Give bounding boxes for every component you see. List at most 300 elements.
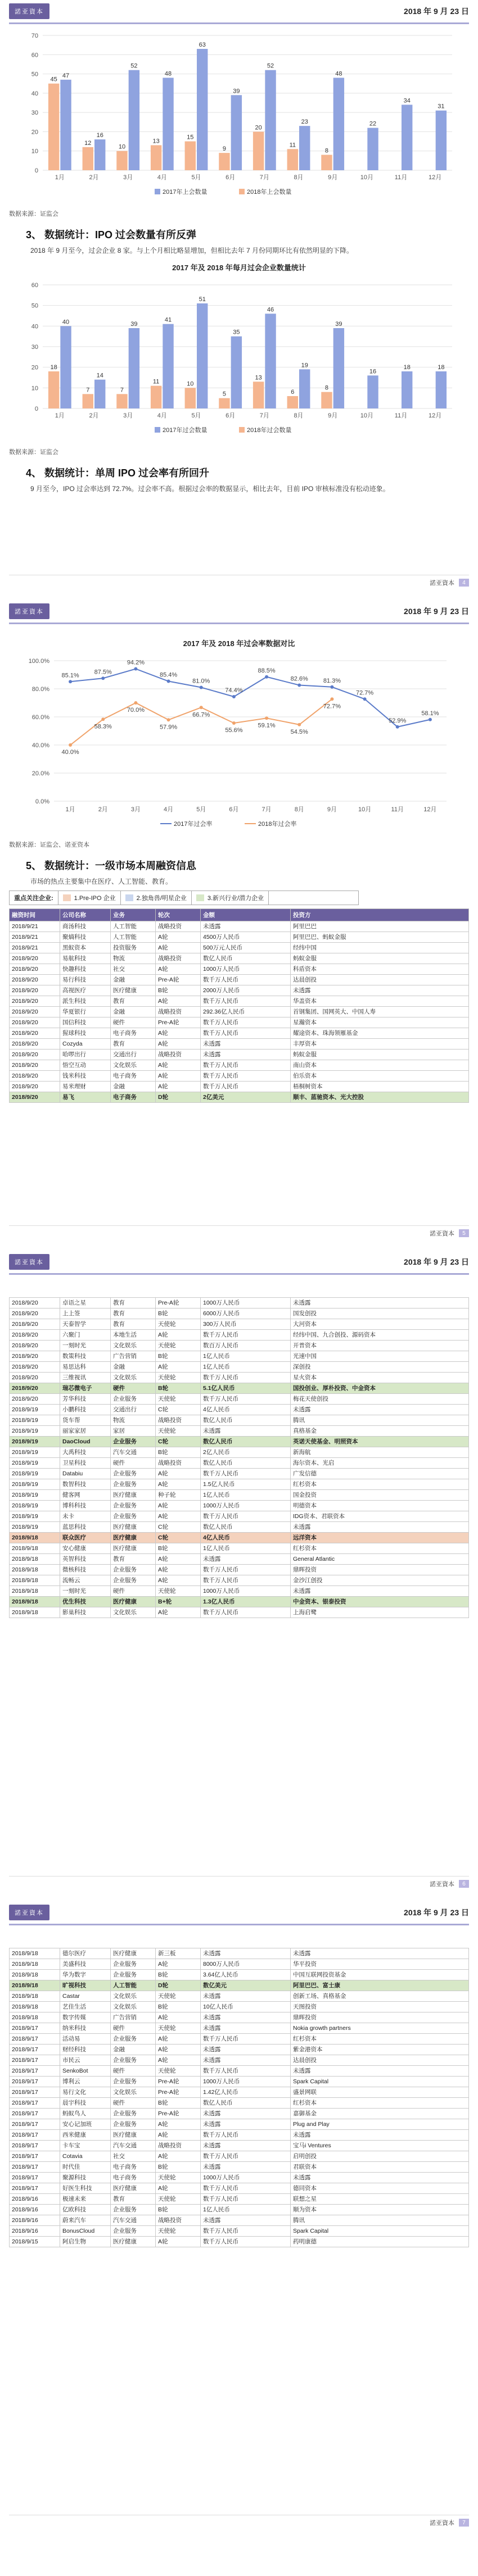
table-cell: 红杉资本	[291, 1479, 469, 1490]
series-2018-point	[134, 701, 137, 705]
data-label-2017: 19	[301, 362, 308, 369]
table-cell: 蚂蚁金服	[291, 953, 469, 964]
table-row	[10, 1351, 469, 1362]
table-cell: 医疗健康	[111, 1490, 156, 1501]
table-cell: A轮	[156, 2151, 201, 2162]
table-cell: 2018/9/17	[10, 2162, 60, 2173]
table-row	[10, 2045, 469, 2055]
table-cell: 经纬中国	[291, 943, 469, 953]
data-label-2018: 12	[84, 139, 92, 147]
table-cell: 时代佳	[60, 2162, 111, 2173]
table-cell: B轮	[156, 1970, 201, 1980]
table-cell: 天使轮	[156, 1319, 201, 1330]
table-cell: 蓝思科技	[60, 1522, 111, 1533]
table-cell: 医疗健康	[111, 985, 156, 996]
table-cell: 未透露	[291, 2173, 469, 2183]
column-header: 融资时间	[10, 909, 60, 921]
table-cell: 盛景网联	[291, 2087, 469, 2098]
table-cell: 1000万人民币	[201, 2077, 291, 2087]
table-cell: 未透露	[291, 1586, 469, 1597]
table-cell: 未透露	[291, 2066, 469, 2077]
table-cell: 4亿人民币	[201, 1533, 291, 1543]
page-7	[0, 1901, 478, 2530]
table-cell: Castar	[60, 1991, 111, 2002]
table-cell: A轮	[156, 1479, 201, 1490]
table-row	[10, 1959, 469, 1970]
table-cell: 2000万人民币	[201, 985, 291, 996]
table-cell: 未透露	[201, 2119, 291, 2130]
table-row	[10, 1970, 469, 1980]
table-cell: 英诺天使基金、明照资本	[291, 1437, 469, 1447]
bar-2018	[287, 396, 298, 408]
column-header: 公司名称	[60, 909, 111, 921]
table-cell: 亿欧科技	[60, 2205, 111, 2215]
table-cell: 人工智能	[111, 932, 156, 943]
table-cell: B轮	[156, 985, 201, 996]
table-cell: 紫金港资本	[291, 2045, 469, 2055]
x-tick-label: 10月	[360, 412, 373, 419]
table-cell: 战略投资	[156, 2215, 201, 2226]
series-2017-point	[297, 684, 301, 687]
table-cell: 未透露	[201, 2141, 291, 2151]
table-row	[10, 2215, 469, 2226]
table-cell: 博科科技	[60, 1501, 111, 1511]
table-row	[10, 2151, 469, 2162]
table-cell: 2018/9/20	[10, 1383, 60, 1394]
x-tick-label: 11月	[394, 412, 408, 419]
x-tick-label: 2月	[89, 412, 99, 419]
table-cell: 大河资本	[291, 1319, 469, 1330]
table-cell: 医疗健康	[111, 1948, 156, 1959]
table-cell: 市民云	[60, 2055, 111, 2066]
table-row	[10, 2098, 469, 2109]
x-tick-label: 12月	[423, 806, 437, 813]
table-cell: 首钢集团、国网英大、中国人寿	[291, 1007, 469, 1017]
legend-2018: 2018年过会数量	[247, 427, 292, 434]
table-cell: 文化娱乐	[111, 1341, 156, 1351]
table-cell: 数千万人民币	[201, 1071, 291, 1082]
bar-2018	[321, 155, 332, 170]
table-cell: 阿里巴巴、蚂蚁金服	[291, 932, 469, 943]
table-cell: 晨宇科技	[60, 2098, 111, 2109]
table-cell: 企业服务	[111, 1469, 156, 1479]
page-number: 5	[459, 1229, 469, 1237]
table-cell: 数千万人民币	[201, 1394, 291, 1405]
table-row	[10, 2194, 469, 2205]
x-tick-label: 9月	[327, 806, 337, 813]
data-label-2017: 47	[62, 72, 70, 79]
table-cell: 数亿人民币	[201, 1458, 291, 1469]
table-cell: 数千万人民币	[201, 1017, 291, 1028]
table-cell: 2018/9/20	[10, 1071, 60, 1082]
table-cell: 1.5亿人民币	[201, 1479, 291, 1490]
bar-2018	[83, 394, 93, 408]
table-cell: 数千万人民币	[201, 996, 291, 1007]
x-tick-label: 2月	[89, 174, 99, 181]
data-label-2017: 16	[369, 368, 377, 375]
series-2018-data-label: 72.7%	[323, 703, 341, 710]
table-cell: 2018/9/18	[10, 1970, 60, 1980]
table-cell: 易飞	[60, 1092, 111, 1103]
series-2017-point	[101, 676, 105, 680]
table-cell: 华盖资本	[291, 996, 469, 1007]
x-tick-label: 6月	[226, 412, 236, 419]
table-cell: 文化娱乐	[111, 1991, 156, 2002]
table-cell: 英智科技	[60, 1554, 111, 1565]
bar-2018	[116, 151, 127, 170]
table-cell: 企业服务	[111, 1511, 156, 1522]
table-row	[10, 985, 469, 996]
table-cell: 天使轮	[156, 1394, 201, 1405]
table-row	[10, 2023, 469, 2034]
data-label-2018: 7	[86, 387, 90, 394]
table-cell: A轮	[156, 996, 201, 1007]
table-cell: 未透露	[201, 1948, 291, 1959]
table-cell: 2018/9/20	[10, 985, 60, 996]
table-cell: 企业服务	[111, 1959, 156, 1970]
table-cell: 战略投资	[156, 921, 201, 932]
bar-2018	[48, 371, 59, 408]
series-2017-point	[69, 680, 72, 683]
table-cell: 文化娱乐	[111, 1060, 156, 1071]
table-cell: 南山资本	[291, 1060, 469, 1071]
table-cell: 药明康德	[291, 2237, 469, 2247]
table-cell: B轮	[156, 1351, 201, 1362]
table-row	[10, 1607, 469, 1618]
table-cell: 广告营销	[111, 1351, 156, 1362]
section-4-body: 9 月至今，IPO 过会率达到 72.7%。过会率不高。根据过会率的数据显示，相比去年，目前 IPO 审核标准没有松动迹象。	[30, 485, 390, 493]
data-label-2017: 31	[438, 103, 445, 110]
table-cell: 天使轮	[156, 1426, 201, 1437]
series-2017-data-label: 72.7%	[355, 689, 374, 697]
table-cell: 2018/9/17	[10, 2141, 60, 2151]
table-cell: 1000万人民币	[201, 964, 291, 975]
series-2017-point	[232, 695, 236, 698]
column-header: 投资方	[291, 909, 469, 921]
series-2017-data-label: 94.2%	[127, 659, 145, 666]
table-cell: 大禹科技	[60, 1447, 111, 1458]
table-row	[10, 2109, 469, 2119]
series-2018-point	[200, 706, 203, 709]
table-cell: 2018/9/17	[10, 2045, 60, 2055]
bar-2017	[231, 95, 242, 170]
series-2018-data-label: 58.3%	[94, 723, 112, 730]
section-3-title: 3、 数据统计：IPO 过会数量有所反弹	[26, 229, 197, 240]
table-cell: 交通出行	[111, 1405, 156, 1415]
table-cell: 丽家家居	[60, 1426, 111, 1437]
table-cell: B轮	[156, 2162, 201, 2173]
bar-2017	[265, 314, 276, 408]
table-cell: Plug and Play	[291, 2119, 469, 2130]
series-2018-data-label: 55.6%	[225, 727, 243, 734]
series-2017-point	[330, 685, 333, 689]
data-label-2017: 14	[96, 372, 103, 379]
table-cell: 2018/9/17	[10, 2087, 60, 2098]
table-cell: 2018/9/20	[10, 1341, 60, 1351]
brand-logo: 諾亚資本	[9, 1905, 49, 1920]
data-label-2017: 48	[335, 70, 342, 78]
table-cell: 2018/9/19	[10, 1437, 60, 1447]
table-cell: 2018/9/18	[10, 1597, 60, 1607]
series-2017-data-label: 85.4%	[159, 671, 178, 679]
table-cell: 1.42亿人民币	[201, 2087, 291, 2098]
section-4-title: 4、 数据统计：单周 IPO 过会率有所回升	[26, 467, 210, 479]
table-cell: 活动易	[60, 2034, 111, 2045]
table-row	[10, 1394, 469, 1405]
table-cell: 未透露	[291, 1948, 469, 1959]
report-date: 2018 年 9 月 23 日	[404, 607, 469, 616]
table-cell: 家居	[111, 1426, 156, 1437]
table-cell: 数千万人民币	[201, 1082, 291, 1092]
series-2018-point	[101, 717, 105, 721]
report-date: 2018 年 9 月 23 日	[404, 1908, 469, 1917]
x-tick-label: 4月	[157, 174, 167, 181]
table-cell: A轮	[156, 1469, 201, 1479]
table-cell: 瑞芯微电子	[60, 1383, 111, 1394]
table-cell: 2018/9/20	[10, 1028, 60, 1039]
table-row	[10, 1511, 469, 1522]
table-row	[10, 1082, 469, 1092]
table-cell: 天使轮	[156, 1373, 201, 1383]
y-tick-label: 60.0%	[31, 714, 49, 721]
table-cell: 1亿人民币	[201, 2205, 291, 2215]
table-cell: 黑蚁资本	[60, 943, 111, 953]
footer-brand: 諾亚資本	[430, 2520, 454, 2527]
table-cell: A轮	[156, 1565, 201, 1575]
x-tick-label: 9月	[328, 174, 338, 181]
table-row	[10, 2066, 469, 2077]
data-label-2018: 18	[50, 364, 57, 371]
table-cell: A轮	[156, 2237, 201, 2247]
table-cell: A轮	[156, 1554, 201, 1565]
table-cell: 8000万人民币	[201, 1959, 291, 1970]
bar-2017	[333, 328, 344, 408]
data-label-2017: 16	[96, 132, 103, 139]
table-cell: IDG资本、君联资本	[291, 1511, 469, 1522]
table-cell: 数千万人民币	[201, 1565, 291, 1575]
table-cell: 企业服务	[111, 1501, 156, 1511]
bar-2018	[151, 145, 161, 170]
y-tick-label: 20	[31, 364, 38, 371]
y-tick-label: 40	[31, 323, 38, 330]
table-cell: 教育	[111, 1039, 156, 1050]
table-cell: 2018/9/20	[10, 1362, 60, 1373]
legend-swatch-2018	[239, 189, 245, 194]
table-cell: 数千万人民币	[201, 2226, 291, 2237]
table-cell: 易行科技	[60, 975, 111, 985]
table-cell: 人工智能	[111, 921, 156, 932]
table-row	[10, 975, 469, 985]
series-2017-line	[70, 669, 430, 727]
table-cell: 未透露	[201, 1039, 291, 1050]
table-cell: 2018/9/21	[10, 932, 60, 943]
table-cell: 2018/9/19	[10, 1447, 60, 1458]
table-row	[10, 1575, 469, 1586]
legend-2017: 2017年上会数量	[163, 189, 208, 196]
table-cell: 顺为资本	[291, 2205, 469, 2215]
table-cell: B轮	[156, 1447, 201, 1458]
chart-ipo-reviews	[9, 24, 469, 204]
series-2017-data-label: 85.1%	[61, 672, 79, 679]
table-cell: 2018/9/18	[10, 1565, 60, 1575]
x-tick-label: 10月	[358, 806, 372, 813]
table-cell: 企业服务	[111, 2119, 156, 2130]
table-cell: 战略投资	[156, 1415, 201, 1426]
x-tick-label: 1月	[55, 174, 65, 181]
table-cell: 数亿人民币	[201, 1437, 291, 1447]
table-cell: 数千万人民币	[201, 2151, 291, 2162]
table-cell: 金融	[111, 2045, 156, 2055]
y-tick-label: 0.0%	[35, 798, 49, 805]
chart1-source: 数据来源：证监会	[9, 211, 58, 217]
column-header: 业务	[111, 909, 156, 921]
table-cell: 2018/9/20	[10, 1351, 60, 1362]
table-cell: 德尔医疗	[60, 1948, 111, 1959]
table-cell: 未透露	[291, 2130, 469, 2141]
chart-ipo-approvals	[9, 274, 469, 442]
table-cell: 数亿美元	[201, 1980, 291, 1991]
table-cell: 数千万人民币	[201, 2130, 291, 2141]
table-cell: 微核科技	[60, 1565, 111, 1575]
bar-2017	[231, 337, 242, 408]
table-cell: 4亿人民币	[201, 1405, 291, 1415]
table-cell: 天图投资	[291, 2002, 469, 2012]
x-tick-label: 4月	[164, 806, 174, 813]
legend-swatch-2018	[239, 427, 245, 433]
table-cell: 电子商务	[111, 2173, 156, 2183]
legend-2018: 2018年上会数量	[247, 189, 292, 196]
data-label-2018: 45	[50, 76, 57, 83]
table-cell: 2018/9/20	[10, 1330, 60, 1341]
table-cell: 启明创投	[291, 2151, 469, 2162]
bar-2017	[333, 78, 344, 170]
table-cell: 2018/9/16	[10, 2194, 60, 2205]
data-label-2018: 5	[222, 390, 227, 398]
table-cell: Pre-A轮	[156, 2077, 201, 2087]
table-row	[10, 2183, 469, 2194]
table-cell: 数千万人民币	[201, 1511, 291, 1522]
table-cell: 2018/9/18	[10, 1948, 60, 1959]
page-5	[0, 600, 478, 1241]
data-label-2017: 40	[62, 319, 70, 326]
bar-2017	[402, 371, 412, 408]
data-label-2017: 34	[403, 97, 411, 105]
table-cell: 腾讯	[291, 1415, 469, 1426]
section-5-body: 市场的热点主要集中在医疗、人工智能、教育。	[30, 878, 173, 885]
y-tick-label: 0	[34, 406, 38, 412]
data-label-2018: 10	[187, 380, 194, 388]
table-cell: 数千万人民币	[201, 1028, 291, 1039]
table-row	[10, 2237, 469, 2247]
table-cell: 星火资本	[291, 1373, 469, 1383]
table-row	[10, 1060, 469, 1071]
table-cell: 2018/9/20	[10, 1298, 60, 1309]
table-cell: 数千万人民币	[201, 2183, 291, 2194]
table-cell: A轮	[156, 2119, 201, 2130]
table-cell: 1000万人民币	[201, 1586, 291, 1597]
table-cell: 战略投资	[156, 1050, 201, 1060]
table-cell: 好医生科技	[60, 2183, 111, 2194]
table-cell: 腾讯	[291, 2215, 469, 2226]
table-cell: A轮	[156, 1082, 201, 1092]
table-row	[10, 1373, 469, 1383]
table-cell: 企业服务	[111, 1394, 156, 1405]
bar-2017	[129, 70, 139, 170]
table-cell: 商汤科技	[60, 921, 111, 932]
table-cell: 企业服务	[111, 1437, 156, 1447]
table-cell: General Atlantic	[291, 1554, 469, 1565]
table-cell: B轮	[156, 2205, 201, 2215]
table-cell: 天使轮	[156, 1586, 201, 1597]
data-label-2017: 63	[199, 42, 206, 48]
series-2017-point	[167, 680, 170, 683]
column-header: 轮次	[156, 909, 201, 921]
table-cell: 未透露	[201, 2109, 291, 2119]
table-cell: 2018/9/19	[10, 1501, 60, 1511]
table-cell: 企业服务	[111, 1479, 156, 1490]
table-cell: 芳华科技	[60, 1394, 111, 1405]
table-cell: SenkoBot	[60, 2066, 111, 2077]
table-cell: 2018/9/20	[10, 1039, 60, 1050]
bar-2017	[299, 369, 310, 408]
table-cell: 2018/9/18	[10, 1980, 60, 1991]
table-cell: 数千万人民币	[201, 2034, 291, 2045]
series-2017-point	[265, 675, 268, 679]
bar-2017	[197, 49, 208, 170]
bar-2018	[116, 394, 127, 408]
table-cell: 数千万人民币	[201, 1060, 291, 1071]
x-tick-label: 8月	[294, 806, 304, 813]
table-cell: BonusCloud	[60, 2226, 111, 2237]
bar-2017	[436, 371, 447, 408]
series-2017-data-label: 81.0%	[192, 678, 210, 685]
table-cell: 教育	[111, 1309, 156, 1319]
table-cell: 2018/9/17	[10, 2130, 60, 2141]
table-cell: 500万元人民币	[201, 943, 291, 953]
table-cell: 一刻时光	[60, 1341, 111, 1351]
table-row	[10, 1050, 469, 1060]
table-cell: 2018/9/18	[10, 1533, 60, 1543]
table-cell: A轮	[156, 1501, 201, 1511]
table-cell: 未透露	[201, 1426, 291, 1437]
table-cell: 未透露	[291, 1405, 469, 1415]
table-cell: 上上签	[60, 1309, 111, 1319]
table-cell: 未透露	[291, 1298, 469, 1309]
chart2-source: 数据来源：证监会	[9, 449, 58, 456]
table-cell: 2018/9/17	[10, 2098, 60, 2109]
data-label-2018: 11	[152, 378, 160, 385]
table-cell: 中国互联网投资基金	[291, 1970, 469, 1980]
data-label-2017: 51	[199, 296, 206, 303]
table-cell: 医疗健康	[111, 1533, 156, 1543]
table-row	[10, 1437, 469, 1447]
series-2017-data-label: 74.4%	[225, 687, 243, 694]
table-row	[10, 1479, 469, 1490]
table-cell: A轮	[156, 1511, 201, 1522]
table-cell: 卫星科技	[60, 1458, 111, 1469]
y-tick-label: 60	[31, 282, 38, 289]
table-cell: 一刻时光	[60, 1586, 111, 1597]
table-cell: 海尔资本、光启	[291, 1458, 469, 1469]
table-row	[10, 1469, 469, 1479]
data-label-2017: 39	[130, 321, 138, 328]
series-2018-point	[232, 721, 236, 725]
table-cell: 2018/9/20	[10, 953, 60, 964]
data-label-2017: 48	[164, 70, 172, 78]
bar-2017	[367, 375, 378, 408]
series-2018-data-label: 57.9%	[159, 724, 178, 731]
series-2018-point	[330, 697, 333, 701]
